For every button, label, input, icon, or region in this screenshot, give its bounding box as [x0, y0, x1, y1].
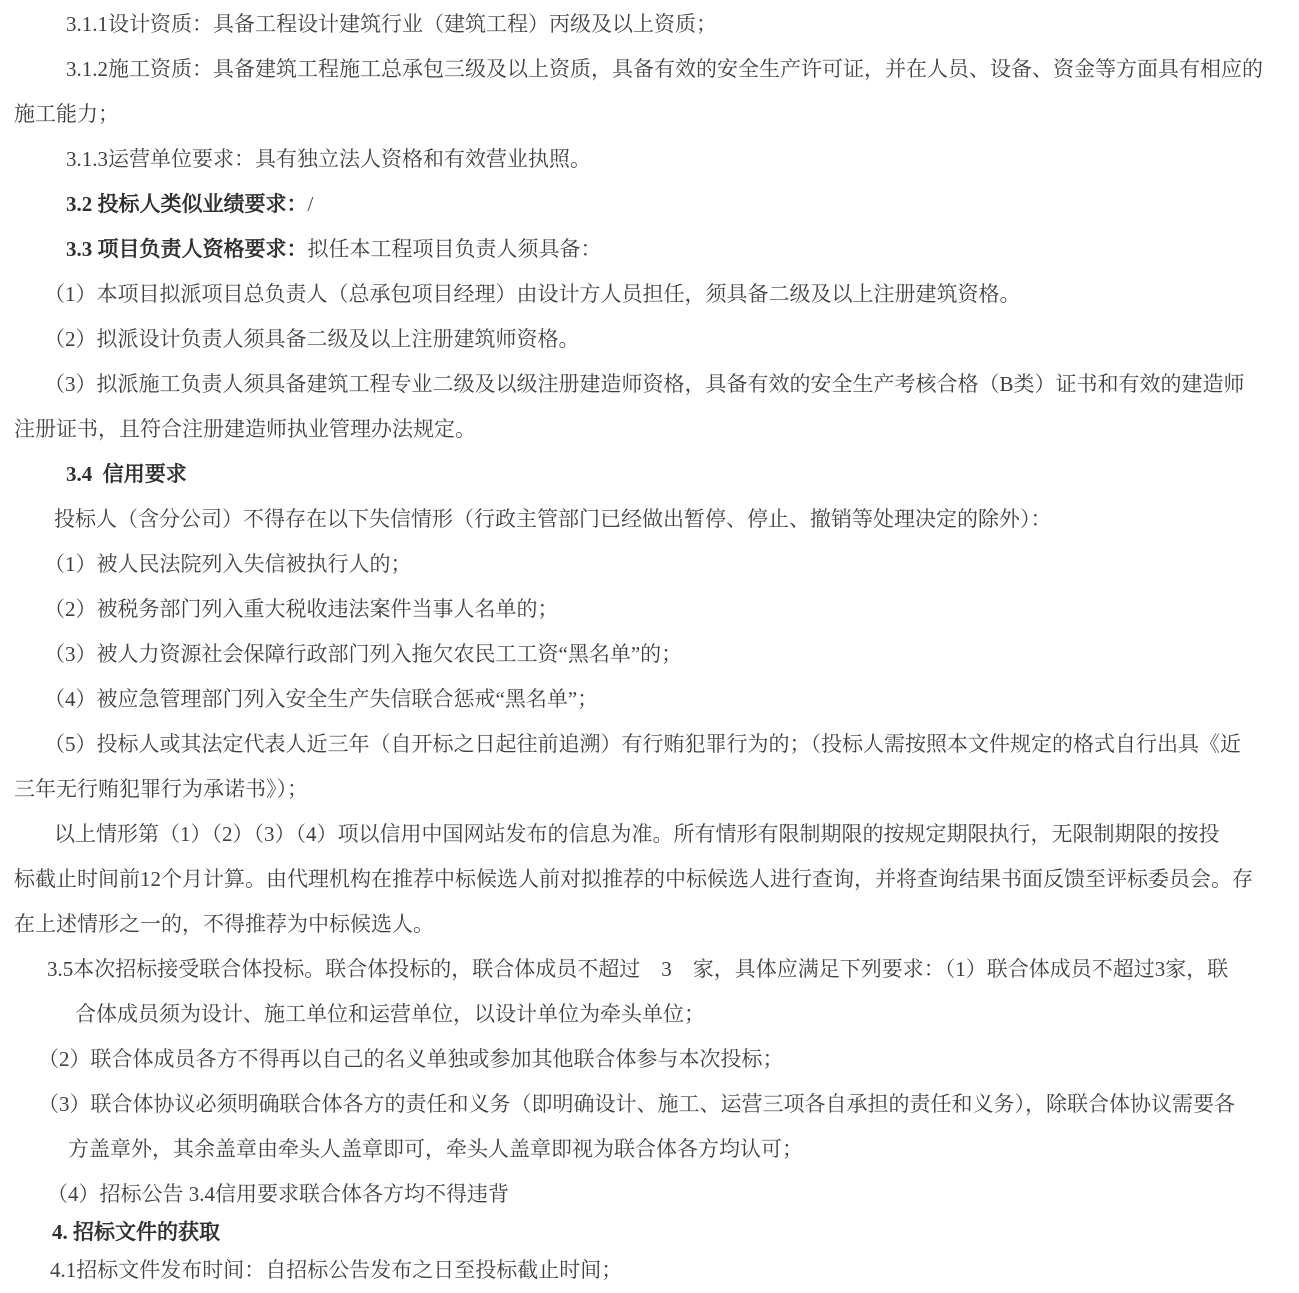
doc-line-credit-item-2 — [14, 587, 1279, 632]
doc-text: 以上情形第（1）（2）（3）（4）项以信用中国网站发布的信息为准。所有情形有限制期限的按规定期限执行，无限制期限的按投 — [54, 822, 1220, 846]
doc-text: （2）被税务部门列入重大税收违法案件当事人名单的； — [44, 597, 559, 621]
doc-line-heading-3-2 — [14, 182, 1279, 227]
doc-text: 3.1.1设计资质：具备工程设计建筑行业（建筑工程）丙级及以上资质； — [66, 12, 717, 36]
doc-line-credit-item-5 — [14, 722, 1279, 767]
section-heading-3-3: 3.3 项目负责人资格要求： — [66, 237, 308, 261]
doc-line-heading-3-4 — [14, 452, 1279, 497]
doc-line-credit-intro — [14, 497, 1279, 542]
doc-text: 合体成员须为设计、施工单位和运营单位，以设计单位为牵头单位； — [75, 1002, 705, 1026]
doc-text: / — [307, 192, 314, 216]
doc-line-credit-item-3 — [14, 632, 1279, 677]
doc-text: （3）拟派施工负责人须具备建筑工程专业二级及以级注册建造师资格，具备有效的安全生产考核合格（B类）证书和有效的建造师 — [44, 372, 1245, 396]
doc-text: 3.5本次招标接受联合体投标。联合体投标的，联合体成员不超过 3 家，具体应满足下列要求：（1）联合体成员不超过3家，联 — [47, 957, 1229, 981]
doc-text: （2）联合体成员各方不得再以自己的名义单独或参加其他联合体参与本次投标； — [38, 1047, 784, 1071]
doc-line-item-1-project-leader — [14, 272, 1279, 317]
doc-text: （3）联合体协议必须明确联合体各方的责任和义务（即明确设计、施工、运营三项各自承担的责任和义务），除联合体协议需要各 — [38, 1092, 1235, 1116]
doc-line-construction-qualification-cont — [14, 92, 1279, 137]
doc-text: 标截止时间前12个月计算。由代理机构在推荐中标候选人前对拟推荐的中标候选人进行查询，并将查询结果书面反馈至评标委员会。存 — [14, 867, 1253, 891]
doc-text: 方盖章外，其余盖章由牵头人盖章即可，牵头人盖章即视为联合体各方均认可； — [68, 1137, 803, 1161]
doc-text: 投标人（含分公司）不得存在以下失信情形（行政主管部门已经做出暂停、停止、撤销等处理决定的除外）： — [54, 507, 1052, 531]
doc-line-credit-item-5-cont — [14, 767, 1279, 812]
section-heading-4: 4. 招标文件的获取 — [52, 1220, 220, 1244]
doc-line-consortium-item-2 — [14, 1037, 1279, 1082]
doc-text: （1）被人民法院列入失信被执行人的； — [44, 552, 412, 576]
section-heading-3-2: 3.2 投标人类似业绩要求： — [66, 192, 308, 216]
doc-line-credit-item-4 — [14, 677, 1279, 722]
doc-line-credit-china-note — [14, 812, 1279, 857]
doc-line-credit-china-note-cont-1 — [14, 857, 1279, 902]
doc-text: （5）投标人或其法定代表人近三年（自开标之日起往前追溯）有行贿犯罪行为的；（投标人需按照本文件规定的格式自行出具《近 — [44, 732, 1241, 756]
doc-text: （4）招标公告 3.4信用要求联合体各方均不得违背 — [47, 1182, 509, 1206]
doc-text: 4.1招标文件发布时间：自招标公告发布之日至投标截止时间； — [50, 1258, 623, 1282]
doc-text: 3.1.3运营单位要求：具有独立法人资格和有效营业执照。 — [66, 147, 591, 171]
doc-line-consortium-3-5-cont — [14, 992, 1279, 1037]
doc-line-item-3-cont — [14, 407, 1279, 452]
doc-line-consortium-item-3-cont — [14, 1127, 1279, 1172]
doc-text: 拟任本工程项目负责人须具备： — [307, 237, 602, 261]
doc-text: （3）被人力资源社会保障行政部门列入拖欠农民工工资“黑名单”的； — [44, 642, 683, 666]
doc-line-item-2-design-leader — [14, 317, 1279, 362]
doc-line-credit-item-1 — [14, 542, 1279, 587]
doc-text: （4）被应急管理部门列入安全生产失信联合惩戒“黑名单”； — [44, 687, 599, 711]
doc-line-heading-4 — [14, 1217, 1279, 1255]
doc-line-heading-3-3 — [14, 227, 1279, 272]
doc-line-construction-qualification — [14, 47, 1279, 92]
doc-line-item-3-construction-leader — [14, 362, 1279, 407]
doc-line-design-qualification — [14, 2, 1279, 47]
doc-text: 3.1.2施工资质：具备建筑工程施工总承包三级及以上资质，具备有效的安全生产许可证，并在人员、设备、资金等方面具有相应的 — [66, 57, 1263, 81]
doc-text: 施工能力； — [14, 102, 119, 126]
doc-text: 注册证书，且符合注册建造师执业管理办法规定。 — [14, 417, 476, 441]
doc-text: （2）拟派设计负责人须具备二级及以上注册建筑师资格。 — [44, 327, 580, 351]
doc-line-consortium-item-3 — [14, 1082, 1279, 1127]
doc-line-operator-requirement — [14, 137, 1279, 182]
doc-line-4-1-release-time — [14, 1255, 1279, 1293]
doc-text: （1）本项目拟派项目总负责人（总承包项目经理）由设计方人员担任，须具备二级及以上注册建筑资格。 — [44, 282, 1021, 306]
doc-line-consortium-item-4 — [14, 1172, 1279, 1217]
section-heading-3-4: 3.4 信用要求 — [66, 462, 187, 486]
doc-line-credit-china-note-cont-2 — [14, 902, 1279, 947]
doc-text: 三年无行贿犯罪行为承诺书》）； — [14, 777, 308, 801]
doc-text: 在上述情形之一的，不得推荐为中标候选人。 — [14, 912, 434, 936]
doc-line-consortium-3-5 — [14, 947, 1279, 992]
